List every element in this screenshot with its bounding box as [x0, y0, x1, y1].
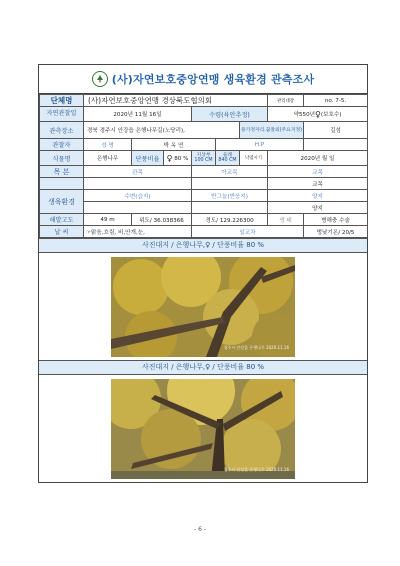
form-title: (사)자연보호중앙연맹 생육환경 관측조사 [111, 73, 315, 86]
ginkgo-photo-1 [111, 257, 295, 357]
photo-stamp-2: 경주시 안강읍 은행나무 2020.11.16 [223, 466, 289, 472]
mgmt-value: no. 7-5. [304, 95, 368, 107]
range-value: 벙낮기온/ 20/5 [304, 226, 368, 238]
autumn-ratio-cell [164, 151, 192, 166]
protected-tag: (보호수) [320, 111, 342, 118]
col-subtree: 아교목 [192, 166, 268, 178]
wood-main-value: 교목 [268, 178, 368, 190]
ginkgo-photo-2 [111, 379, 295, 479]
col-tree: 관목 [84, 166, 192, 178]
range-label: 일교차 [192, 226, 304, 238]
form-header [39, 65, 367, 94]
plant-value: 은행나무 [84, 151, 132, 166]
photo-stamp-1: 경주시 안강읍 은행나무 2020.11.16 [223, 344, 289, 350]
mgmt-label: 관리대장 [268, 95, 304, 107]
female-symbol-icon: ♀ [166, 153, 173, 163]
observer-label: 관찰자 [40, 139, 84, 151]
weather-label: 날 씨 [40, 226, 84, 238]
autumn-ratio-value: 80 % [174, 155, 189, 162]
hab-value3: 양지 [268, 202, 368, 214]
photo-caption-2: 사진대지 / 은행나무,♀ / 단풍비율 80 % [39, 360, 367, 375]
photo-frame-1 [39, 253, 367, 360]
hp-value [304, 139, 368, 151]
hab-value2 [192, 202, 268, 214]
wood-label: 목 본 [40, 166, 84, 178]
girth-cell [216, 151, 240, 166]
wood-spacer [40, 178, 84, 190]
age-cell [268, 107, 368, 122]
age-label: 수령(육안추정) [192, 107, 268, 122]
alt-value: 49 m [84, 214, 132, 226]
hab-col3: 양지 [268, 190, 368, 202]
photo-frame-2 [39, 375, 367, 482]
photo-caption-1: 사진대지 / 은행나무,♀ / 단풍비율 80 % [39, 238, 367, 253]
survey-table [39, 94, 368, 238]
hab-col1: 수변(습지) [84, 190, 192, 202]
obs-date-label: 자연관찰일 [40, 107, 84, 122]
height-value: 100 CM [194, 158, 213, 163]
name-label: 성 명 [84, 139, 132, 151]
habitat-label: 생육환경 [40, 190, 84, 214]
girth-label: 둘레 [222, 152, 233, 158]
lat-value: 위도/ 36.038366 [132, 214, 192, 226]
org-label: 단체명 [40, 95, 84, 107]
survey-form [38, 64, 368, 483]
autumn-ratio-label: 단풍비율 [132, 151, 164, 166]
col-main: 교목 [268, 166, 368, 178]
period-label: 낙엽시기 [240, 151, 268, 166]
nature-conservation-logo-icon [92, 71, 108, 87]
status-value: 병해충 수술 [304, 214, 368, 226]
obs-date-value: 2020년 11월 16일 [84, 107, 192, 122]
name-value: 박 옥 연 [132, 139, 216, 151]
hp-label: H.P [216, 139, 304, 151]
wood-tree-value [84, 178, 192, 190]
alt-label: 해발고도 [40, 214, 84, 226]
wood-subtree-value [192, 178, 268, 190]
hab-col2: 반그늘(반응지) [192, 190, 268, 202]
hab-value1 [84, 202, 192, 214]
status-label: 생 태 [268, 214, 304, 226]
lon-value: 경도/ 129.226300 [192, 214, 268, 226]
height-label: 지상부 [196, 152, 211, 158]
age-value: 약550년 [293, 111, 316, 118]
designation-value: 길섬 [304, 122, 368, 139]
female-symbol-icon: ♀ [315, 109, 321, 119]
location-label: 관측장소 [40, 122, 84, 139]
org-value: (사)자연보호중앙연맹 경상북도협의회 [84, 95, 268, 107]
weather-value: ☞맑음,흐림, 비,안개,눈, [84, 226, 192, 238]
height-cell [192, 151, 216, 166]
designation-label: 용가정자리.꿈잘외(주요지정) [240, 122, 304, 139]
location-value: 경북 경주시 안강읍 은행나무길(노당리), [84, 122, 240, 139]
page-number: - 6 - [194, 526, 206, 533]
plant-label: 식물명 [40, 151, 84, 166]
girth-value: 840 CM [218, 158, 237, 163]
period-value: 2020년 월 일 [268, 151, 368, 166]
